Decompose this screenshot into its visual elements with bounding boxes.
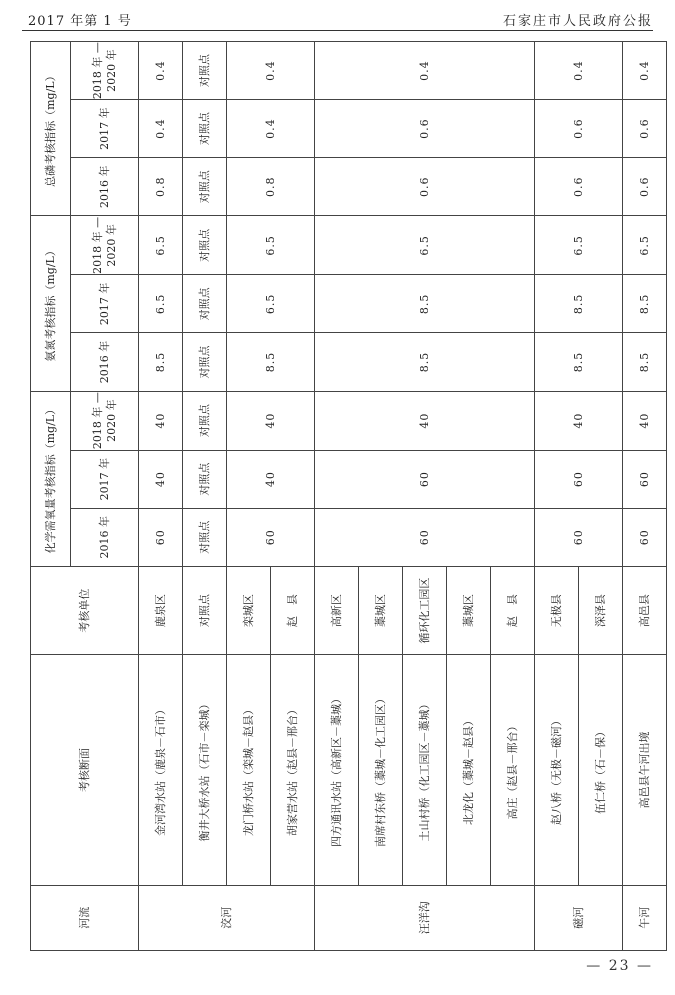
section-cell: 四方通讯水站（高新区－藁城） [315, 655, 359, 885]
value-cell: 60 [623, 508, 667, 566]
section-cell: 高邑县午河出境 [623, 655, 667, 885]
rotated-table [30, 41, 651, 951]
river-cell: 午河 [623, 885, 667, 950]
value-cell: 对照点 [183, 508, 227, 566]
section-cell: 伍仁桥（石－保） [579, 655, 623, 885]
header-cod-2016: 2016 年 [71, 508, 139, 566]
value-cell: 0.6 [535, 100, 623, 158]
unit-cell: 无极县 [535, 566, 579, 655]
page-number: — 23 — [586, 958, 653, 974]
value-cell: 6.5 [623, 216, 667, 275]
value-cell: 0.6 [623, 100, 667, 158]
unit-cell: 藁城区 [447, 566, 491, 655]
header-nh3-2017: 2017 年 [71, 275, 139, 333]
section-cell: 金河湾水站（鹿泉－石市） [139, 655, 183, 885]
value-cell: 60 [227, 508, 315, 566]
header-cod-2017: 2017 年 [71, 450, 139, 508]
header-tp: 总磷考核指标（mg/L） [31, 42, 71, 216]
value-cell: 0.8 [139, 158, 183, 216]
value-cell: 6.5 [535, 216, 623, 275]
value-cell: 6.5 [227, 275, 315, 333]
section-cell: 高庄（赵县－邢台） [491, 655, 535, 885]
issue-label: 2017 年第 1 号 [28, 14, 132, 29]
unit-cell: 栾城区 [227, 566, 271, 655]
value-cell: 6.5 [139, 275, 183, 333]
header-unit: 考核单位 [31, 566, 139, 655]
value-cell: 对照点 [183, 391, 227, 450]
value-cell: 6.5 [227, 216, 315, 275]
value-cell: 40 [227, 391, 315, 450]
value-cell: 8.5 [535, 333, 623, 391]
header-tp-2016: 2016 年 [71, 158, 139, 216]
unit-cell: 赵 县 [491, 566, 535, 655]
header-section: 考核断面 [31, 655, 139, 885]
header-cod-2018-2020: 2018 年 — 2020 年 [71, 391, 139, 450]
value-cell: 8.5 [623, 275, 667, 333]
value-cell: 8.5 [227, 333, 315, 391]
value-cell: 0.6 [623, 158, 667, 216]
header-nh3: 氨氮考核指标（mg/L） [31, 216, 71, 391]
value-cell: 8.5 [535, 275, 623, 333]
unit-cell: 藁城区 [359, 566, 403, 655]
page-header [22, 8, 653, 31]
value-cell: 对照点 [183, 42, 227, 100]
value-cell: 60 [623, 450, 667, 508]
value-cell: 对照点 [183, 158, 227, 216]
section-cell: 衡井大桥水站（石市－栾城） [183, 655, 227, 885]
header-tp-2017: 2017 年 [71, 100, 139, 158]
value-cell: 40 [535, 391, 623, 450]
table-row [183, 42, 227, 951]
header-cod: 化学需氧量考核指标（mg/L） [31, 391, 71, 566]
unit-cell: 赵 县 [271, 566, 315, 655]
section-cell: 龙门桥水站（栾城－赵县） [227, 655, 271, 885]
value-cell: 0.6 [535, 158, 623, 216]
value-cell: 0.6 [315, 158, 535, 216]
value-cell: 对照点 [183, 450, 227, 508]
value-cell: 40 [227, 450, 315, 508]
table-row [227, 42, 271, 951]
unit-cell: 深泽县 [579, 566, 623, 655]
value-cell: 0.4 [227, 42, 315, 100]
rotated-table-frame [30, 41, 651, 951]
value-cell: 0.4 [535, 42, 623, 100]
value-cell: 8.5 [315, 275, 535, 333]
value-cell: 对照点 [183, 333, 227, 391]
value-cell: 60 [535, 508, 623, 566]
value-cell: 对照点 [183, 275, 227, 333]
unit-cell: 循环化工园区 [403, 566, 447, 655]
value-cell: 8.5 [315, 333, 535, 391]
table-row [139, 42, 183, 951]
value-cell: 60 [315, 508, 535, 566]
value-cell: 8.5 [139, 333, 183, 391]
value-cell: 对照点 [183, 100, 227, 158]
header-nh3-2016: 2016 年 [71, 333, 139, 391]
unit-cell: 对照点 [183, 566, 227, 655]
value-cell: 60 [535, 450, 623, 508]
river-cell: 汪洋沟 [315, 885, 535, 950]
unit-cell: 鹿泉区 [139, 566, 183, 655]
value-cell: 40 [139, 450, 183, 508]
unit-cell: 高新区 [315, 566, 359, 655]
value-cell: 40 [315, 391, 535, 450]
value-cell: 0.8 [227, 158, 315, 216]
table-row [315, 42, 359, 951]
value-cell: 0.6 [315, 100, 535, 158]
header-nh3-2018-2020: 2018 年 — 2020 年 [71, 216, 139, 275]
value-cell: 40 [139, 391, 183, 450]
river-cell: 洨河 [139, 885, 315, 950]
publication-title: 石家庄市人民政府公报 [502, 14, 653, 29]
value-cell: 8.5 [623, 333, 667, 391]
value-cell: 0.4 [623, 42, 667, 100]
unit-cell: 高邑县 [623, 566, 667, 655]
value-cell: 0.4 [227, 100, 315, 158]
section-cell: 土山村桥（化工园区－藁城） [403, 655, 447, 885]
value-cell: 60 [315, 450, 535, 508]
assessment-table [30, 41, 667, 951]
table-row [623, 42, 667, 951]
value-cell: 0.4 [139, 100, 183, 158]
value-cell: 60 [139, 508, 183, 566]
value-cell: 对照点 [183, 216, 227, 275]
header-tp-2018-2020: 2018 年 — 2020 年 [71, 42, 139, 100]
value-cell: 40 [623, 391, 667, 450]
section-cell: 赵八桥（无极－磁河） [535, 655, 579, 885]
table-row [535, 42, 579, 951]
section-cell: 南席村东桥（藁城－化工园区） [359, 655, 403, 885]
value-cell: 6.5 [315, 216, 535, 275]
section-cell: 北龙化（藁城－赵县） [447, 655, 491, 885]
header-river: 河流 [31, 885, 139, 950]
value-cell: 6.5 [139, 216, 183, 275]
section-cell: 胡家营水站（赵县－邢台） [271, 655, 315, 885]
river-cell: 磁河 [535, 885, 623, 950]
value-cell: 0.4 [315, 42, 535, 100]
value-cell: 0.4 [139, 42, 183, 100]
